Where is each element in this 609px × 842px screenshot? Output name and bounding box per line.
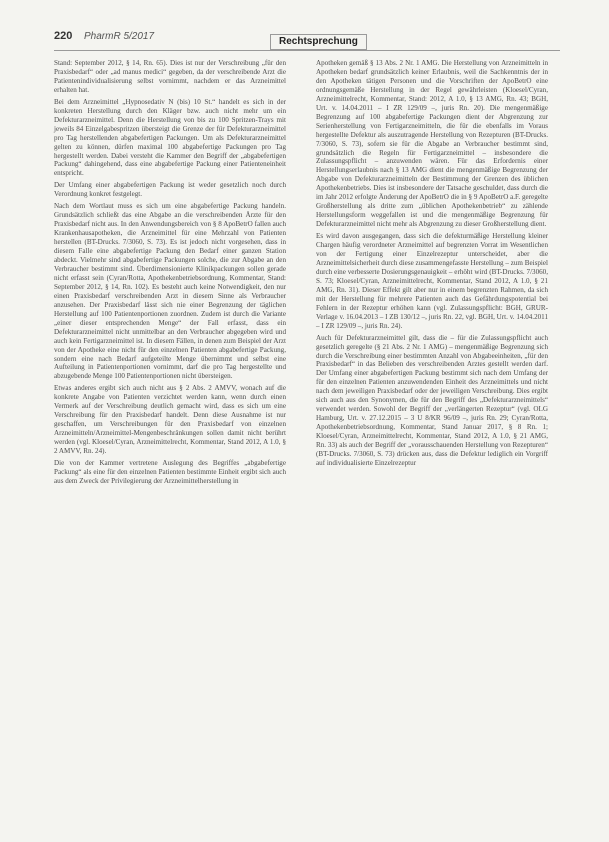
paragraph: Die von der Kammer vertretene Auslegung des Begriffes „abgabefertige Packung“ als eine für den einzelnen Patienten bestimmte Einheit ergibt sich auch aus dem Zweck der Privilegierung der Arzneimittelherstellung in (54, 458, 286, 485)
paragraph: Stand: September 2012, § 14, Rn. 65). Dies ist nur der Verschreibung „für den Praxisbedarf“ oder „ad manus medici“ gegeben, da der verschreibende Arzt die Patientenindividualisierung selbst vornimmt, nachdem er das Arzneimittel erhalten hat. (54, 59, 286, 94)
page-header (54, 30, 560, 51)
paragraph: Etwas anderes ergibt sich auch nicht aus § 2 Abs. 2 AMVV, wonach auf die konkrete Angabe von Patienten verzichtet werden kann, wenn durch einen Vermerk auf der Verschreibung deutlich gemacht wird, dass es sich um eine Verschreibung für den Praxisbedarf handelt. Denn diese Ausnahme ist nur geschaffen, um Verschreibungen für den Praxisbedarf von einzelnen Arzneimitteln/Arzneimittel-Mengenbeschränkungen sollen damit nicht berührt werden (vgl. Kloesel/Cyran, Arzneimittelrecht, Kommentar, Stand 2012, A 1.0, § 2 AMVV, Rn. 24). (54, 384, 286, 456)
right-column (316, 59, 548, 471)
paragraph: Bei dem Arzneimittel „Hypnosedativ N (bis) 10 St.“ handelt es sich in der konkreten Herstellung durch den Kläger bzw. auch nicht mehr um ein Defekturarzneimittel. Denn die Herstellung von bis zu 100 Spritzen-Trays mit jeweils 84 Einzelgabespritzen übersteigt die Grenze der für Defekturarzneimittel pro Tag herstellenden abgabefertigen Packungen. Um als Defekturarzneimittel gelten zu können, dürfen maximal 100 abgabefertige Packungen pro Tag hergestellt werden. Dabei versteht die Kammer den Begriff der „abgabefertigen Packung“ dahingehend, dass eine abgabefertige Packung einer Patienteneinheit entspricht. (54, 97, 286, 178)
section-tab: Rechtsprechung (270, 34, 367, 50)
paragraph: Der Umfang einer abgabefertigen Packung ist weder gesetzlich noch durch Verordnung konkret festgelegt. (54, 181, 286, 199)
paragraph: Auch für Defekturarzneimittel gilt, dass die – für die Zulassungspflicht auch gesetzlich geregelte (§ 21 Abs. 2 Nr. 1 AMG) – mengenmäßige Begrenzung sich durch die Verschreibung einer bestimmten Anzahl von Abgabeeinheiten, „für den Praxisbedarf“ in das Belieben des verschreibenden Arztes gestellt werden darf. Der Umfang einer abgabefertigen Packung bestimmt sich nach dem Umfang der für den einzelnen Patienten anzuwendenden Einheit des Arzneimittels und nicht nach dem jeweiligen Praxisbedarf oder der jeweiligen Verschreibung. Dies ergibt sich auch aus den Synonymen, die für den Begriff des „Defekturarzneimittels“ verwendet werden. Sowohl der Begriff der „verlängerten Rezeptur“ (vgl. OLG Hamburg, Urt. v. 27.12.2015 – 3 U 8/KR 96/09 –, juris Rn. 29; Cyran/Rotta, Apothekenbetriebsordnung, Kommentar, Stand Januar 2017, § 8 Rn. 1; Kloesel/Cyran, Arzneimittelrecht, Kommentar, Stand 2012, A 1.0, § 21 AMG, Rn. 33) als auch der Begriff der „vorausschauenden Herstellung von Rezepturen“ (BT-Drucks. 7/3060, S. 73) drücken aus, dass die Defektur lediglich ein Vorgriff auf individualisierte Einzelrezeptur (316, 333, 548, 467)
paragraph: Nach dem Wortlaut muss es sich um eine abgabefertige Packung handeln. Grundsätzlich schließt das eine Abgabe an die verschreibenden Ärzte für den Praxisbedarf nicht aus. In den Anwendungsbereich von § 8 ApoBetrO fallen auch Krankenhausapotheken, die Arzneimittel für eine Mehrzahl von Patienten herstellen (BT-Drucks. 7/3060, S. 73). Es ist jedoch nicht vorgesehen, dass in diesem Falle eine abgabefertige Packung den Bedarf einer ganzen Station abdeckt. Vielmehr sind abgabefertige Packungen solche, die zur Abgabe an den Verbraucher bestimmt sind. Überdimensionierte Klinikpackungen sollen gerade nicht erfasst sein (Cyran/Rotta, Apothekenbetriebsordnung, Kommentar, Stand: September 2012, § 14, Rn. 102). Es besteht auch keine Notwendigkeit, den nur einen Praxisbedarf verschreibenden Arzt in diesem Sinne als Verbraucher anzusehen. Der Praxisbedarf lässt sich nie einer Begrenzung der täglichen Herstellung auf 100 Patientenportionen zuordnen. Zudem ist durch die Variante „einer dieser entsprechenden Menge“ der Fall erfasst, dass ein Defekturarzneimittel nicht unmittelbar an den Verbraucher abgegeben wird und auch kein Fertigarzneimittel ist. In diesem Fällen, in denen zum Beispiel der Arzt von der Apotheke eine nicht für den einzelnen Patienten abgabefertige Packung, sondern eine nach Bedarf aufgeteilte Menge übernimmt und selbst eine Aufteilung in Patientenportionen vornimmt, darf die pro Tag hergestellte und abzugebende Menge 100 Patientenportionen nicht übersteigen. (54, 202, 286, 381)
journal-title: PharmR 5/2017 (84, 31, 155, 42)
left-column (54, 59, 286, 489)
paragraph: Es wird davon ausgegangen, dass sich die defekturmäßige Herstellung kleiner Chargen häufig verordneter Arzneimittel auf begrenzten Vorrat im Wesentlichen von der Fertigung einer Einzelrezeptur unterscheidet, aber die Arzneimittelsicherheit durch diese zusammengefasste Herstellung – zum Beispiel durch eine verbesserte Dosierungsgenauigkeit – erhöht wird (BT-Drucks. 7/3060, S. 73; Kloesel/Cyran, Arzneimittelrecht, Kommentar, Stand 2012, A 1.0, § 21 AMG, Rn. 31). Dieser Effekt gilt aber nur in einem begrenzten Rahmen, da sich mit der Herstellung für mehrere Patienten auch das Gefährdungspotential bei Fehlern in der Rezeptur erhöhen kann (vgl. Zulassungspflicht: BGH, GRUR-Verlage v. 16.04.2013 – I ZB 130/12 –, juris Rn. 22, vgl. BGH, Urt. v. 14.04.2011 – I ZR 129/09 –, juris Rn. 24). (316, 232, 548, 330)
paragraph: Apotheken gemäß § 13 Abs. 2 Nr. 1 AMG. Die Herstellung von Arzneimitteln in Apotheken bedarf grundsätzlich keiner Erlaubnis, weil die Sachkenntnis der in den Apotheken tätigen Personen und die Vorschriften der ApoBetrO eine ordnungsgemäße Herstellung in der Regel gewährleisten (Kloesel/Cyran, Arzneimittelrecht, Kommentar, Stand: 2012, A 1.0, § 13 AMG, Rn. 43; BGH, Urt. v. 14.04.2011 – I ZR 129/09 –, juris Rn. 20). Die mengenmäßige Begrenzung auf 100 abgabefertige Packungen dient der Abgrenzung zur Serienherstellung von Fertigarzneimitteln, die für die ebenfalls im Voraus hergestellte Defektur als auszutragende Herstellung von Rezepturen (BT-Drucks. 7/3060, S. 73), sofern sie für die Abgabe an Verbraucher bestimmt sind, grundsätzlich die Regeln für Fertigarzneimittel – insbesondere die Zulassungspflicht – anzuwenden wären. Für das Erfordernis einer Herstellungserlaubnis nach § 13 AMG dient die mengenmäßige Begrenzung der Abgabe von Defekturarzneimitteln der Bestimmung der Grenzen des üblichen Apothekenbetriebs. Dies ist insbesondere der Tatsache geschuldet, dass durch die im Jahr 2012 erfolgte Änderung der ApoBetrO die in § 9 ApoBetrO a.F. geregelte Großherstellung als dritte zum „üblichen Apothekenbetrieb“ zu zählende Herstellungsform weggefallen ist und die mengenmäßige Begrenzung für Defekturarzneimittel nicht mehr als Abgrenzung zu dieser Großherstellung dient. (316, 59, 548, 229)
page-number: 220 (54, 30, 73, 42)
